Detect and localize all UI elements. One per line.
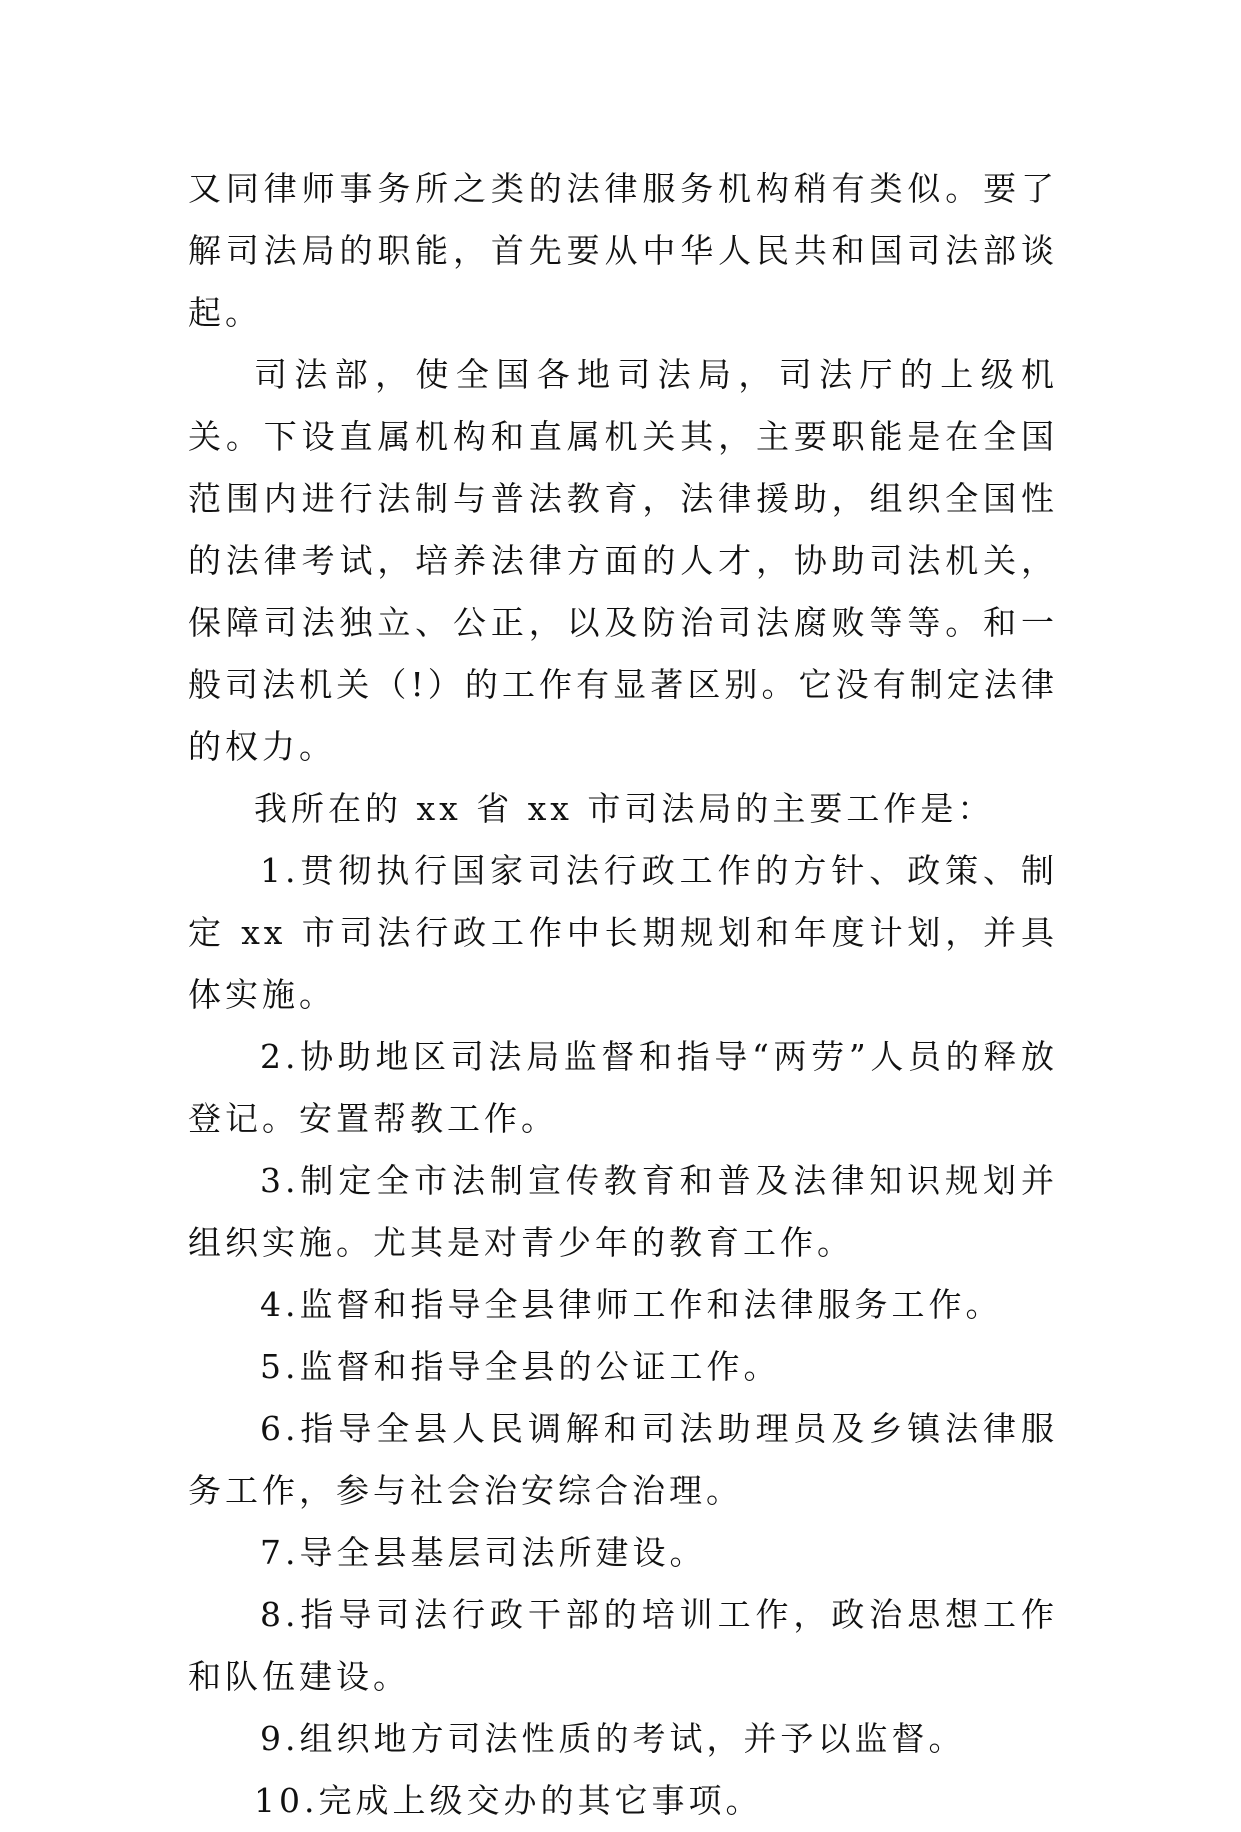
list-item-3: 3.制定全市法制宣传教育和普及法律知识规划并组织实施。尤其是对青少年的教育工作。 bbox=[188, 1161, 1058, 1262]
list-item-1: 1.贯彻执行国家司法行政工作的方针、政策、制定 xx 市司法行政工作中长期规划和年度计划，并具体实施。 bbox=[188, 851, 1058, 1014]
list-item-7: 7.导全县基层司法所建设。 bbox=[260, 1533, 707, 1572]
list-item-5: 5.监督和指导全县的公证工作。 bbox=[260, 1347, 781, 1386]
paragraph-continuation: 又同律师事务所之类的法律服务机构稍有类似。要了解司法局的职能，首先要从中华人民共和国司法部谈起。 bbox=[188, 169, 1058, 332]
list-item-10: 10.完成上级交办的其它事项。 bbox=[254, 1781, 763, 1820]
paragraph-main-work-intro: 我所在的 xx 省 xx 市司法局的主要工作是： bbox=[254, 789, 995, 828]
list-item-2: 2.协助地区司法局监督和指导“两劳”人员的释放登记。安置帮教工作。 bbox=[188, 1037, 1058, 1138]
list-item-9: 9.组织地方司法性质的考试，并予以监督。 bbox=[260, 1719, 966, 1758]
list-item-4: 4.监督和指导全县律师工作和法律服务工作。 bbox=[260, 1285, 1003, 1324]
list-item-8: 8.指导司法行政干部的培训工作，政治思想工作和队伍建设。 bbox=[188, 1595, 1058, 1696]
paragraph-ministry: 司法部，使全国各地司法局，司法厅的上级机关。下设直属机构和直属机关其，主要职能是在全国范围内进行法制与普法教育，法律援助，组织全国性的法律考试，培养法律方面的人才，协助司法机关，保障司法独立、公正，以及防治司法腐败等等。和一般司法机关（!）的工作有显著区别。它没有制定法律的权力。 bbox=[188, 355, 1058, 766]
document-body bbox=[188, 158, 1058, 1832]
list-item-6: 6.指导全县人民调解和司法助理员及乡镇法律服务工作，参与社会治安综合治理。 bbox=[188, 1409, 1058, 1510]
